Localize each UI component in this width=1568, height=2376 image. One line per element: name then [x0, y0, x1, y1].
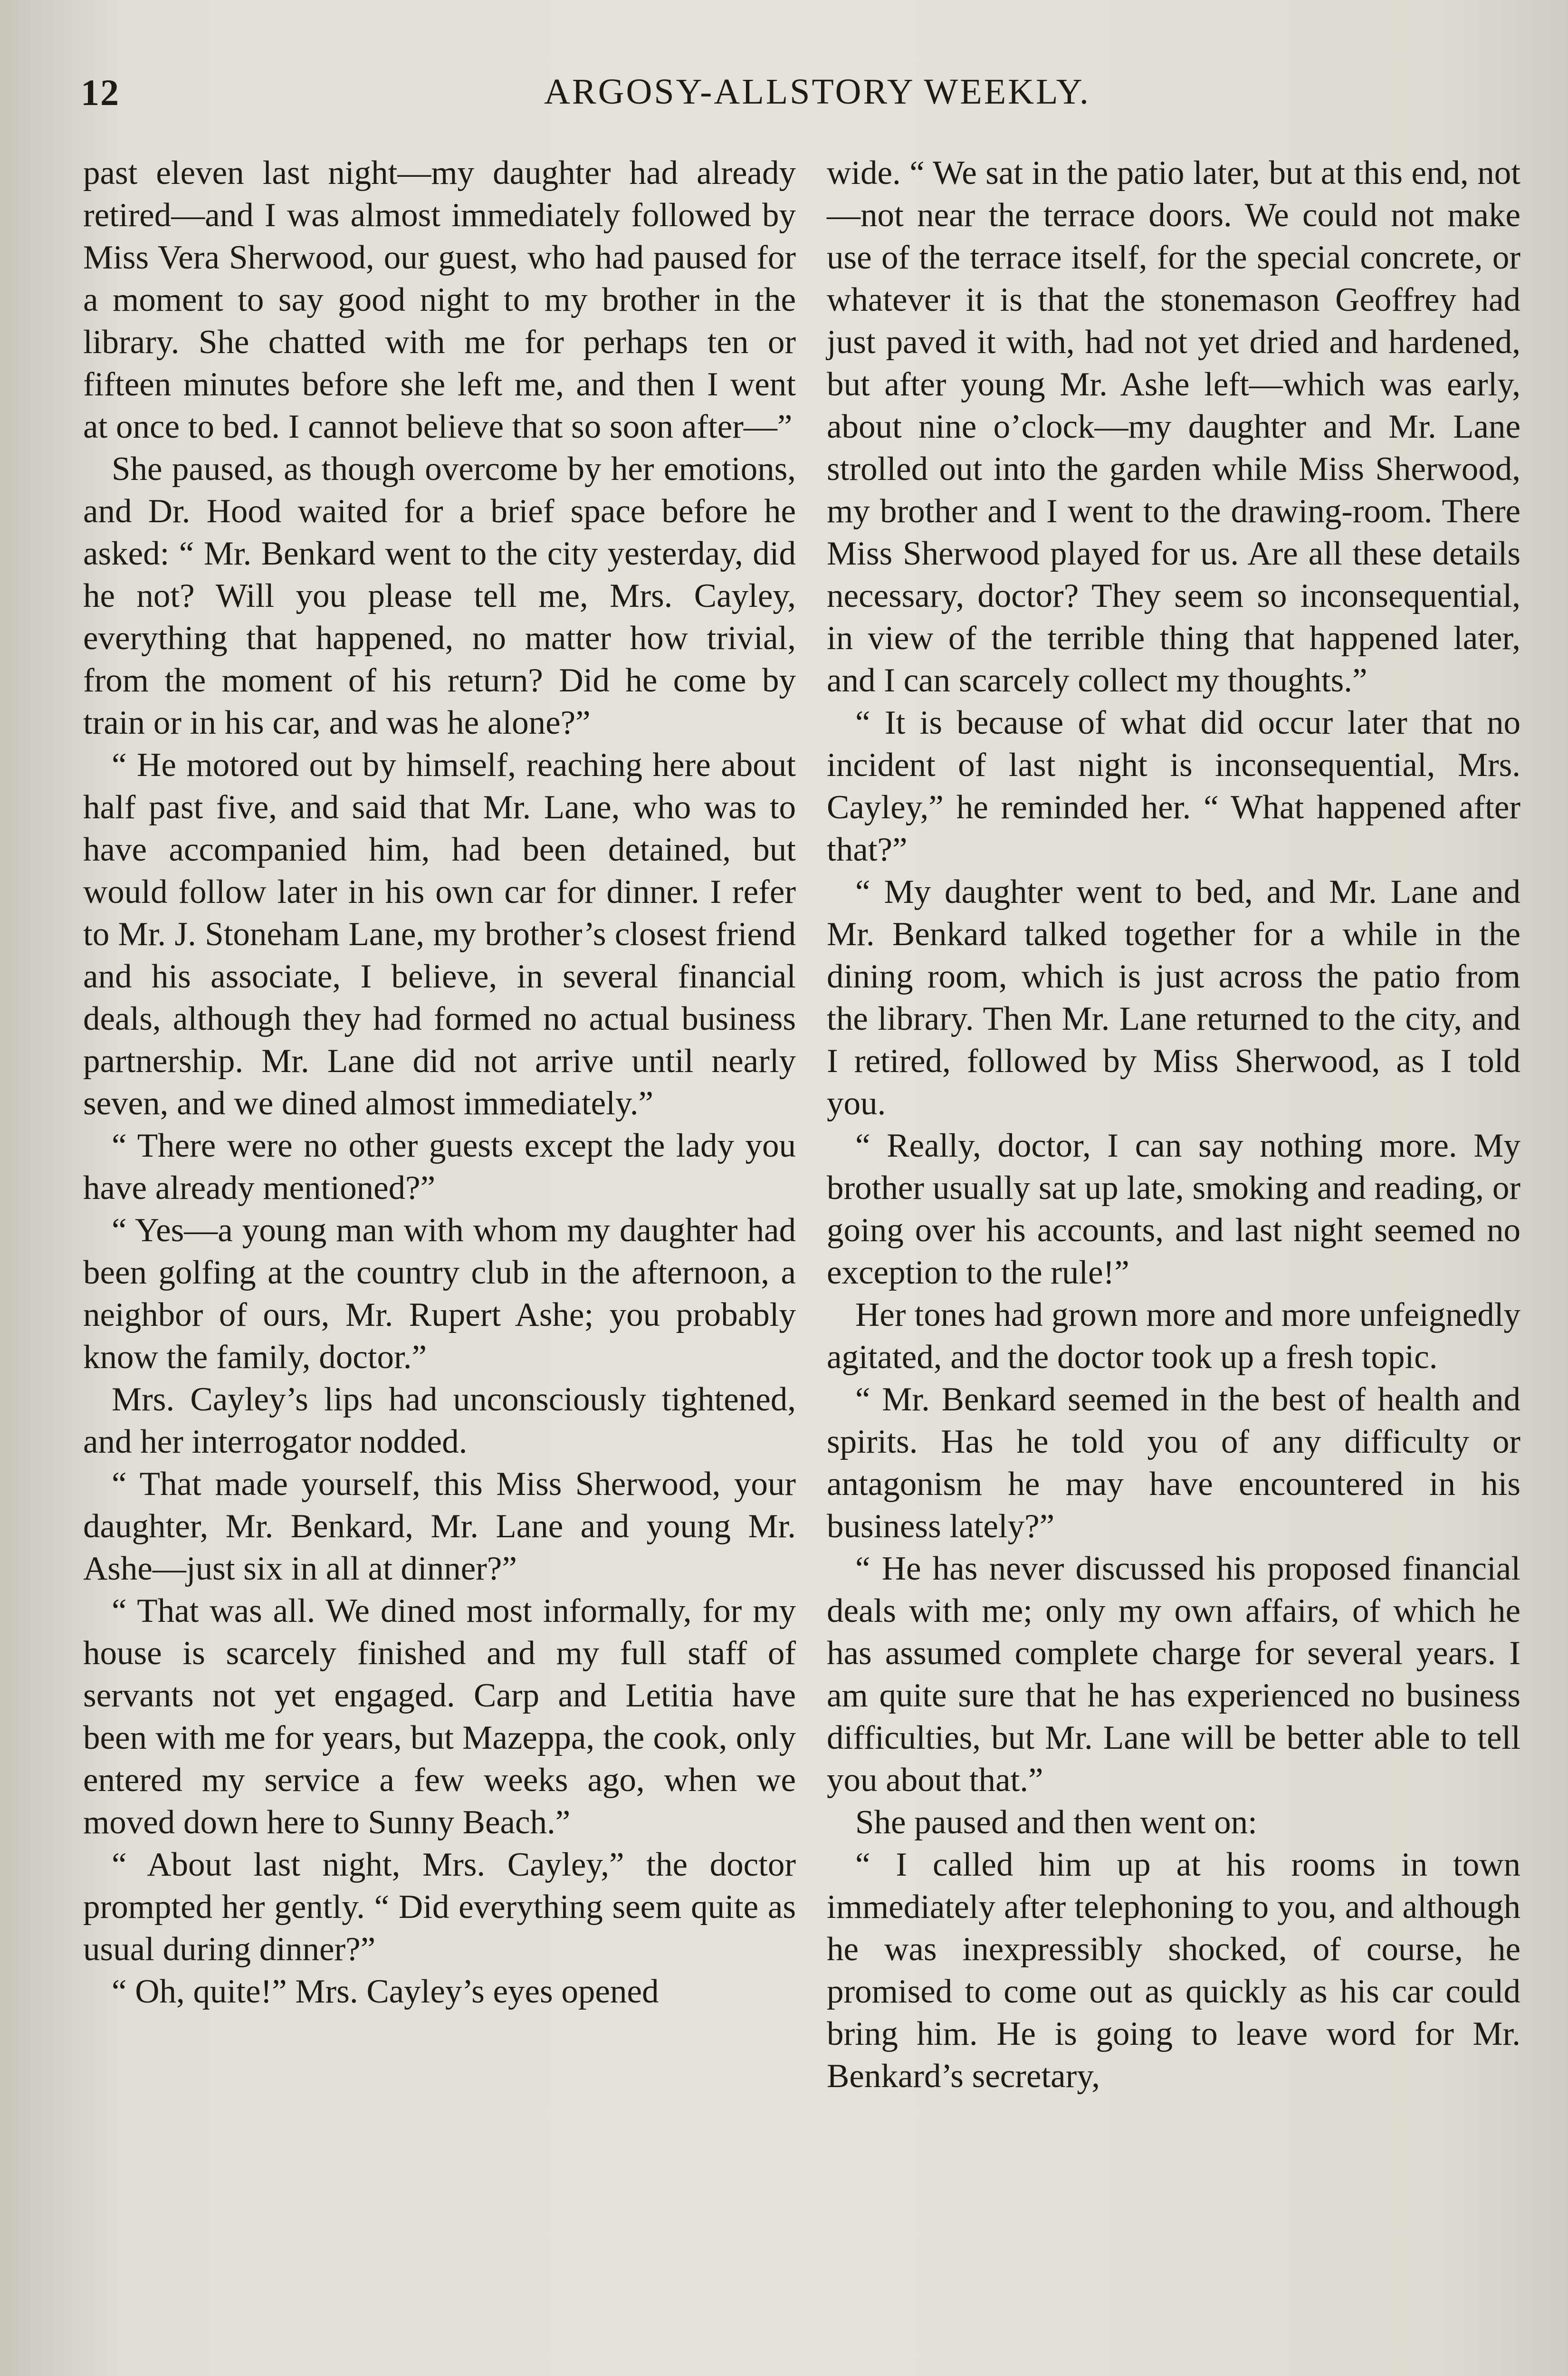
paragraph: “ It is because of what did occur later that no incident of last night is inconsequential, Mrs. Cayley,” he reminded her. “ What happened after that?”: [827, 704, 1520, 868]
paragraph: “ My daughter went to bed, and Mr. Lane and Mr. Benkard talked together for a while in the dining room, which is just across the patio from the library. Then Mr. Lane returned to the city, and I retired, followed by Miss Sherwood, as I told you.: [827, 873, 1520, 1122]
paragraph: “ Mr. Benkard seemed in the best of health and spirits. Has he told you of any difficulty or antagonism he may have encountered in his business lately?”: [827, 1381, 1520, 1545]
paragraph: “ I called him up at his rooms in town immediately after telephoning to you, and although he was inexpressibly shocked, of course, he promised to come out as quickly as his car could bring him. He is going to leave word for Mr. Benkard’s secretary,: [827, 1846, 1520, 2095]
paragraph: wide. “ We sat in the patio later, but at this end, not—not near the terrace doors. We could not make use of the terrace itself, for the special concrete, or whatever it is that the stonemason Geoffrey had just paved it with, had not yet dried and hardened, but after young Mr. Ashe left—which was early, about nine o’clock—my daughter and Mr. Lane strolled out into the garden while Miss Sherwood, my brother and I went to the drawing-room. There Miss Sherwood played for us. Are all these details necessary, doctor? They seem so inconsequential, in view of the terrible thing that happened later, and I can scarcely collect my thoughts.”: [827, 154, 1520, 699]
paragraph: “ He motored out by himself, reaching here about half past five, and said that Mr. Lane, who was to have accompanied him, had been detained, but would follow later in his own car for dinner. I refer to Mr. J. Stoneham Lane, my brother’s closest friend and his associate, I believe, in several financial deals, although they had formed no actual business partnership. Mr. Lane did not arrive until nearly seven, and we dined almost immediately.”: [83, 747, 796, 1122]
paragraph: “ About last night, Mrs. Cayley,” the doctor prompted her gently. “ Did everything seem quite as usual during dinner?”: [83, 1846, 796, 1968]
page-number: 12: [81, 72, 120, 113]
paragraph: “ There were no other guests except the lady you have already mentioned?”: [83, 1127, 796, 1207]
page-header: [81, 71, 1497, 133]
paragraph: She paused, as though overcome by her emotions, and Dr. Hood waited for a brief space before he asked: “ Mr. Benkard went to the city yesterday, did he not? Will you please tell me, Mrs. Cayley, everything that happened, no matter how trivial, from the moment of his return? Did he come by train or in his car, and was he alone?”: [83, 450, 796, 741]
paragraph: “ Yes—a young man with whom my daughter had been golfing at the country club in the afternoon, a neighbor of ours, Mr. Rupert Ashe; you probably know the family, doctor.”: [83, 1212, 796, 1376]
paragraph: Mrs. Cayley’s lips had unconsciously tightened, and her interrogator nodded.: [83, 1381, 796, 1460]
paragraph: “ That made yourself, this Miss Sherwood, your daughter, Mr. Benkard, Mr. Lane and young Mr. Ashe—just six in all at dinner?”: [83, 1466, 796, 1587]
running-head: ARGOSY-ALLSTORY WEEKLY.: [544, 72, 1090, 112]
paragraph: “ He has never discussed his proposed financial deals with me; only my own affairs, of which he has assumed complete charge for several years. I am quite sure that he has experienced no business difficulties, but Mr. Lane will be better able to tell you about that.”: [827, 1550, 1520, 1799]
paragraph: She paused and then went on:: [855, 1804, 1257, 1841]
paragraph: “ Oh, quite!” Mrs. Cayley’s eyes opened: [112, 1973, 659, 2010]
paragraph: Her tones had grown more and more unfeignedly agitated, and the doctor took up a fresh topic.: [827, 1296, 1520, 1376]
paragraph: “ That was all. We dined most informally, for my house is scarcely finished and my full staff of servants not yet engaged. Carp and Letitia have been with me for years, but Mazeppa, the cook, only entered my service a few weeks ago, when we moved down here to Sunny Beach.”: [83, 1592, 796, 1841]
left-column: [83, 152, 796, 2013]
right-column: [827, 152, 1520, 2098]
paragraph: “ Really, doctor, I can say nothing more. My brother usually sat up late, smoking and reading, or going over his accounts, and last night seemed no exception to the rule!”: [827, 1127, 1520, 1291]
paragraph: past eleven last night—my daughter had already retired—and I was almost immediately followed by Miss Vera Sherwood, our guest, who had paused for a moment to say good night to my brother in the library. She chatted with me for perhaps ten or fifteen minutes before she left me, and then I went at once to bed. I cannot believe that so soon after—”: [83, 154, 796, 445]
